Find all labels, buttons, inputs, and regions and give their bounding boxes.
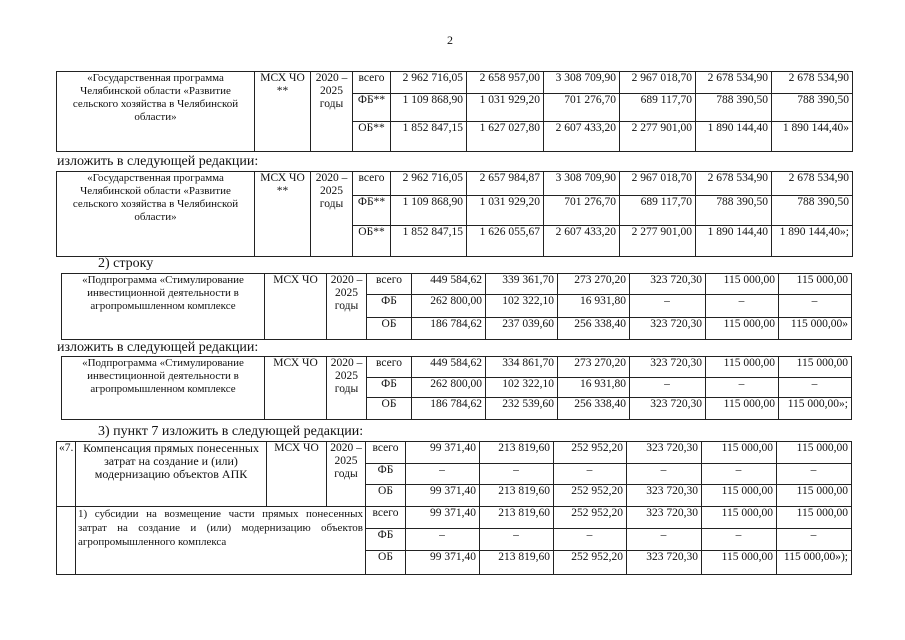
budget-level: ФБ** [353,196,391,226]
value-cell: 2 678 534,90 [772,72,853,94]
value-cell: – [779,378,852,398]
value-cell: 323 720,30 [630,357,706,378]
value-cell: 262 800,00 [412,295,486,318]
value-cell: – [702,529,777,551]
value-cell: 1 852 847,15 [391,122,467,152]
budget-level: ФБ [367,295,412,318]
value-cell: 323 720,30 [627,551,702,575]
value-cell: 2 607 433,20 [544,122,620,152]
value-cell: 186 784,62 [412,398,486,420]
value-cell: – [706,295,779,318]
program-years: 2020 – 2025 годы [311,172,353,257]
value-cell: 115 000,00»); [777,551,852,575]
value-cell: – [554,529,627,551]
value-cell: 1 031 929,20 [467,196,544,226]
item-7-table [56,441,852,575]
budget-level: ОБ** [353,226,391,257]
responsible-org: МСХ ЧО ** [255,172,311,257]
program-years: 2020 – 2025 годы [327,442,366,507]
value-cell: 16 931,80 [558,295,630,318]
value-cell: 334 861,70 [486,357,558,378]
value-cell: 115 000,00 [777,507,852,529]
budget-level: ОБ** [353,122,391,152]
item-name: Компенсация прямых понесенных затрат на создание и (или) модернизацию объектов АПК [76,442,267,507]
program-table-old [56,71,853,152]
value-cell: 788 390,50 [696,94,772,122]
value-cell: 99 371,40 [406,507,480,529]
value-cell: 256 338,40 [558,398,630,420]
budget-level: всего [367,274,412,295]
value-cell: 2 658 957,00 [467,72,544,94]
value-cell: 115 000,00 [706,318,779,340]
value-cell: 788 390,50 [772,196,853,226]
budget-level: ФБ [367,378,412,398]
value-cell: 2 967 018,70 [620,72,696,94]
value-cell: 252 952,20 [554,507,627,529]
value-cell: 1 852 847,15 [391,226,467,257]
edit-instruction: 2) строку [98,256,154,271]
budget-level: ОБ [366,485,406,507]
program-name: «Государственная программа Челябинской области «Развитие сельского хозяйства в Челябинской области» [57,172,255,257]
value-cell: 689 117,70 [620,94,696,122]
value-cell: 213 819,60 [480,485,554,507]
value-cell: 115 000,00 [779,357,852,378]
value-cell: 689 117,70 [620,196,696,226]
budget-level: всего [353,172,391,196]
value-cell: – [554,464,627,485]
subprogram-name: «Подпрограмма «Стимулирование инвестиционной деятельности в агропромышленном комплексе [62,357,265,420]
responsible-org: МСХ ЧО [267,442,327,507]
value-cell: 102 322,10 [486,378,558,398]
responsible-org: МСХ ЧО [265,274,327,340]
value-cell: 2 967 018,70 [620,172,696,196]
value-cell: 252 952,20 [554,442,627,464]
edit-instruction: изложить в следующей редакции: [57,154,259,169]
value-cell: 3 308 709,90 [544,72,620,94]
value-cell: – [406,464,480,485]
value-cell: – [630,378,706,398]
value-cell: 1 890 144,40 [696,226,772,257]
value-cell: 2 657 984,87 [467,172,544,196]
value-cell: 115 000,00» [779,318,852,340]
value-cell: 213 819,60 [480,507,554,529]
value-cell: 115 000,00»; [779,398,852,420]
value-cell: 323 720,30 [627,442,702,464]
value-cell: 1 031 929,20 [467,94,544,122]
value-cell: 252 952,20 [554,551,627,575]
subprogram-name: «Подпрограмма «Стимулирование инвестиционной деятельности в агропромышленном комплексе [62,274,265,340]
value-cell: 323 720,30 [630,318,706,340]
subitem-name: 1) субсидии на возмещение части прямых понесенных затрат на создание и (или) модернизацию объектов агропромышленного комплекса [76,507,366,575]
value-cell: 1 627 027,80 [467,122,544,152]
value-cell: 115 000,00 [702,485,777,507]
value-cell: 99 371,40 [406,442,480,464]
value-cell: 115 000,00 [777,442,852,464]
value-cell: 115 000,00 [706,398,779,420]
value-cell: 1 109 868,90 [391,196,467,226]
value-cell: 1 890 144,40»; [772,226,853,257]
subprogram-table-new [61,356,852,420]
value-cell: 2 678 534,90 [696,72,772,94]
value-cell: 262 800,00 [412,378,486,398]
value-cell: 3 308 709,90 [544,172,620,196]
value-cell: 701 276,70 [544,94,620,122]
page-number: 2 [447,33,453,47]
budget-level: ФБ [366,464,406,485]
value-cell: – [777,464,852,485]
value-cell: – [706,378,779,398]
program-years: 2020 – 2025 годы [311,72,353,152]
budget-level: ОБ [367,318,412,340]
value-cell: – [702,464,777,485]
value-cell: – [630,295,706,318]
program-years: 2020 – 2025 годы [327,274,367,340]
value-cell: 99 371,40 [406,485,480,507]
program-years: 2020 – 2025 годы [327,357,367,420]
budget-level: всего [366,507,406,529]
value-cell: 788 390,50 [696,196,772,226]
value-cell: 213 819,60 [480,442,554,464]
program-table-new [56,171,853,257]
value-cell: 237 039,60 [486,318,558,340]
value-cell: 323 720,30 [630,274,706,295]
value-cell: 323 720,30 [627,507,702,529]
value-cell: 115 000,00 [706,274,779,295]
value-cell: 449 584,62 [412,357,486,378]
value-cell: 788 390,50 [772,94,853,122]
responsible-org: МСХ ЧО [265,357,327,420]
budget-level: ФБ** [353,94,391,122]
value-cell: – [480,464,554,485]
value-cell: 256 338,40 [558,318,630,340]
value-cell: 273 270,20 [558,357,630,378]
item-number: «7. [57,442,76,507]
value-cell: – [480,529,554,551]
budget-level: ОБ [367,398,412,420]
value-cell: – [406,529,480,551]
value-cell: 115 000,00 [702,442,777,464]
value-cell: 186 784,62 [412,318,486,340]
value-cell: 115 000,00 [777,485,852,507]
value-cell: – [779,295,852,318]
value-cell: 1 626 055,67 [467,226,544,257]
value-cell: 252 952,20 [554,485,627,507]
value-cell: 323 720,30 [630,398,706,420]
edit-instruction: изложить в следующей редакции: [57,340,259,355]
value-cell: 1 890 144,40 [696,122,772,152]
value-cell: 1 109 868,90 [391,94,467,122]
budget-level: всего [367,357,412,378]
edit-instruction: 3) пункт 7 изложить в следующей редакции: [98,424,364,439]
budget-level: всего [353,72,391,94]
value-cell: 232 539,60 [486,398,558,420]
value-cell: 701 276,70 [544,196,620,226]
budget-level: ОБ [366,551,406,575]
value-cell: 115 000,00 [702,551,777,575]
responsible-org: МСХ ЧО ** [255,72,311,152]
budget-level: всего [366,442,406,464]
program-name: «Государственная программа Челябинской области «Развитие сельского хозяйства в Челябинской области» [57,72,255,152]
value-cell: 339 361,70 [486,274,558,295]
subprogram-table-old [61,273,852,340]
value-cell: 323 720,30 [627,485,702,507]
value-cell: – [777,529,852,551]
value-cell: 2 678 534,90 [772,172,853,196]
value-cell: 2 277 901,00 [620,122,696,152]
spacer-cell [57,507,76,575]
value-cell: 273 270,20 [558,274,630,295]
value-cell: 1 890 144,40» [772,122,853,152]
value-cell: 115 000,00 [779,274,852,295]
value-cell: 2 962 716,05 [391,172,467,196]
value-cell: 16 931,80 [558,378,630,398]
value-cell: 449 584,62 [412,274,486,295]
value-cell: 102 322,10 [486,295,558,318]
budget-level: ФБ [366,529,406,551]
value-cell: 115 000,00 [702,507,777,529]
value-cell: 2 277 901,00 [620,226,696,257]
value-cell: 2 962 716,05 [391,72,467,94]
value-cell: – [627,529,702,551]
value-cell: 99 371,40 [406,551,480,575]
value-cell: 2 678 534,90 [696,172,772,196]
value-cell: 2 607 433,20 [544,226,620,257]
value-cell: 213 819,60 [480,551,554,575]
value-cell: – [627,464,702,485]
value-cell: 115 000,00 [706,357,779,378]
